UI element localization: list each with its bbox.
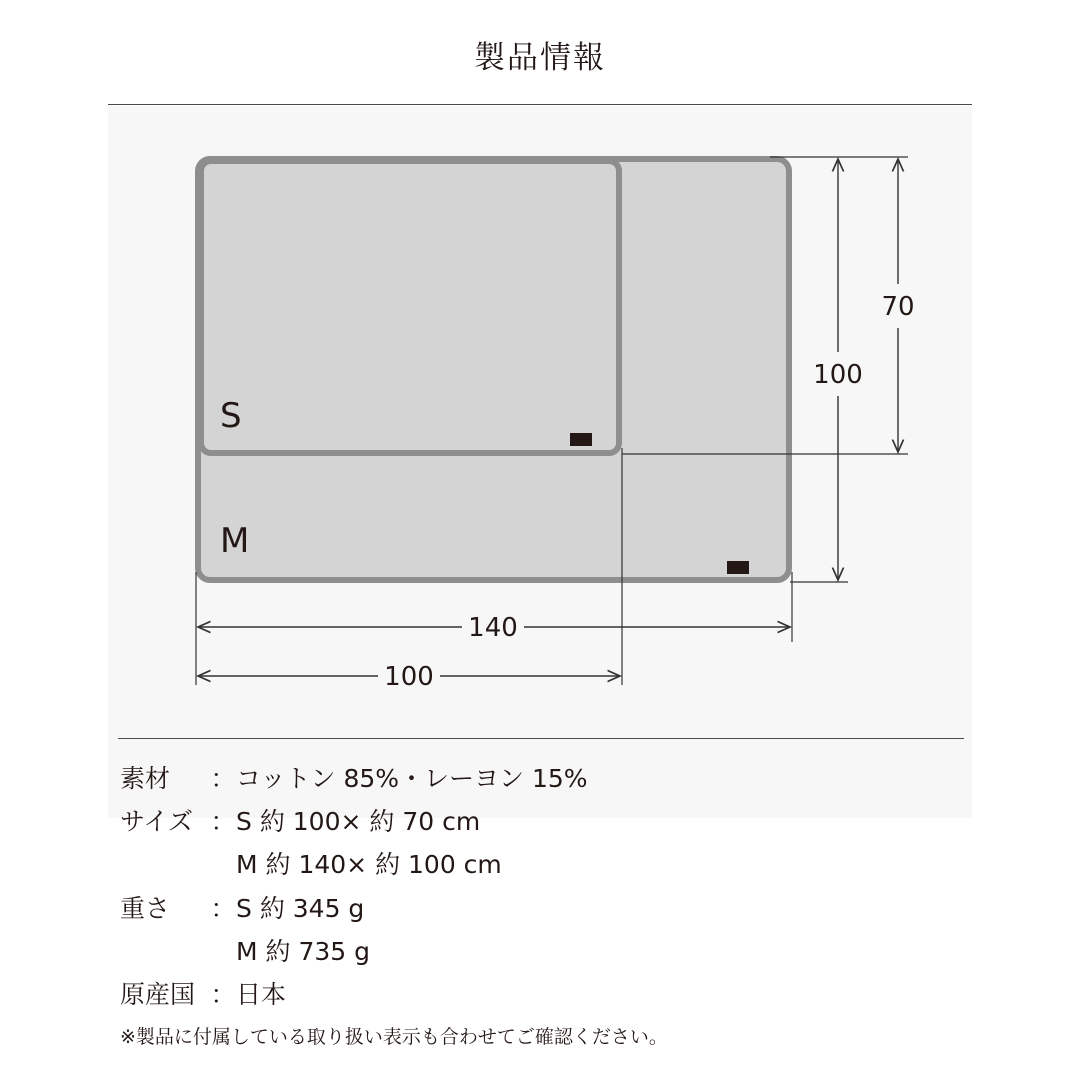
spec-size-label: サイズ — [120, 807, 194, 836]
spec-material-value: コットン 85%・レーヨン 15% — [236, 764, 588, 793]
spec-size-colon: ： — [210, 807, 236, 836]
dim-label-height-m: 100 — [813, 360, 863, 390]
tag-s — [570, 433, 592, 446]
care-note: ※製品に付属している取り扱い表示も合わせてご確認ください。 — [120, 1026, 668, 1048]
spec-material — [120, 759, 588, 795]
spec-size — [120, 802, 480, 838]
spec-origin-value: 日本 — [236, 980, 287, 1009]
spec-size-value-s: S 約 100× 約 70 cm — [236, 807, 481, 836]
spec-weight-value-s: S 約 345 g — [236, 894, 365, 923]
dim-label-height-s: 70 — [881, 292, 915, 322]
spec-weight-m — [120, 932, 370, 968]
spec-material-label: 素材 — [120, 764, 171, 793]
spec-weight-colon: ： — [210, 894, 236, 923]
spec-size-m — [120, 845, 502, 881]
size-label-s: S — [220, 396, 242, 436]
dim-label-width-m: 140 — [468, 613, 518, 643]
spec-origin-colon: ： — [210, 980, 236, 1009]
dim-label-width-s: 100 — [384, 662, 434, 692]
page-title: 製品情報 — [474, 40, 606, 76]
tag-m — [727, 561, 749, 574]
spec-origin — [120, 975, 286, 1011]
spec-weight-label: 重さ — [120, 894, 171, 923]
spec-origin-label: 原産国 — [120, 980, 196, 1009]
spec-weight — [120, 889, 364, 925]
blanket-s — [201, 161, 619, 453]
size-label-m: M — [220, 521, 250, 561]
spec-weight-value-m: M 約 735 g — [236, 937, 370, 966]
spec-size-value-m: M 約 140× 約 100 cm — [236, 850, 502, 879]
spec-material-colon: ： — [210, 764, 236, 793]
